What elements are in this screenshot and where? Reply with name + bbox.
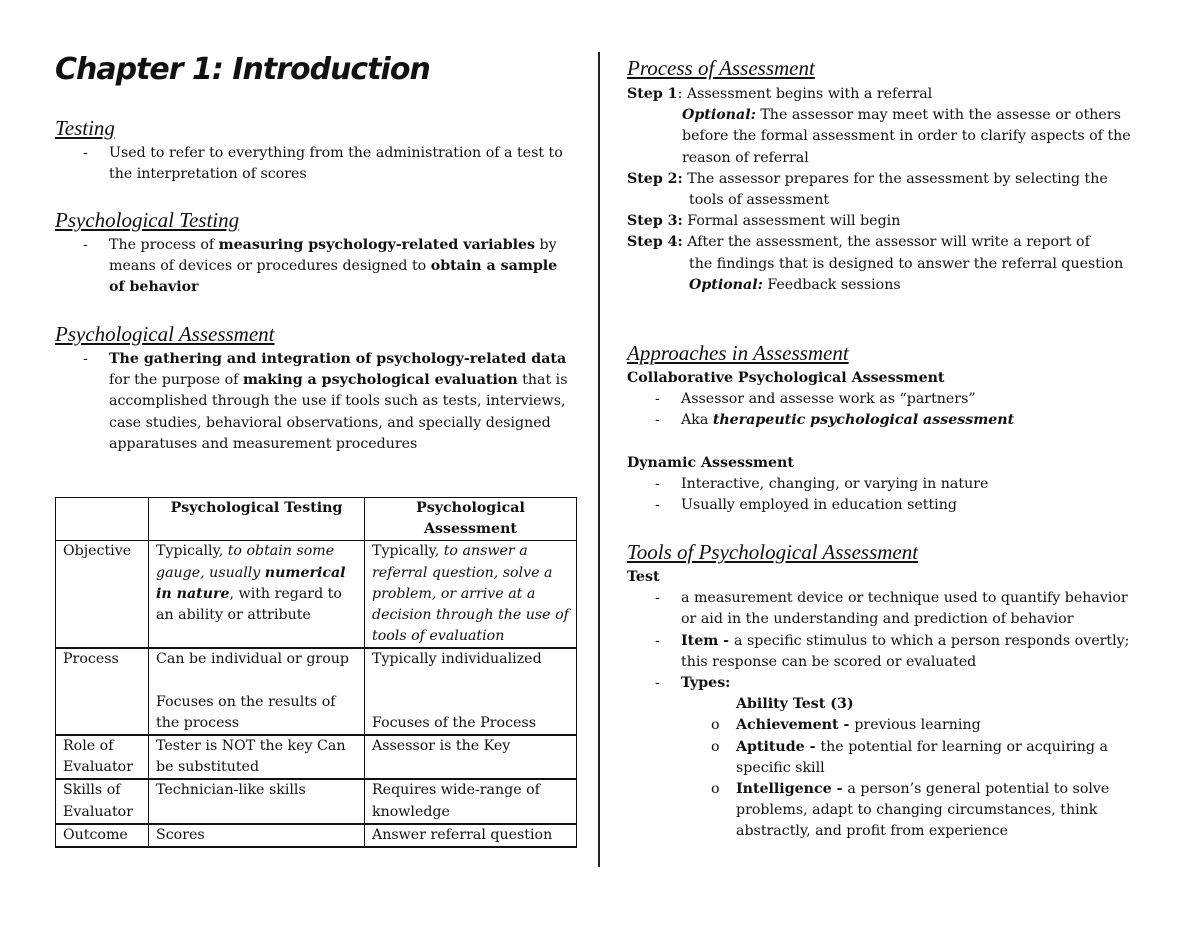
intelligence-item: o Intelligence - a person’s general potential to solve problems, adapt to changing circumstances, think abstractly, and profit from experience <box>711 781 1110 840</box>
table-header-empty <box>56 498 149 541</box>
dash-bullet: - <box>655 497 660 514</box>
process-steps: Step 1: Assessment begins with a referral Optional: The assessor may meet with the assesse or others before the formal assessment in order to clarify aspects of the reason of referral Step 2: The assessor prepares for the assessment by selecting the tools of assessment Step 3: Formal assessment will begin Step 4: After the assessment, the assessor will write a report of the findings that is designed to answer the referral question Optional: Feedback sessions <box>627 84 1167 296</box>
dash-bullet: - <box>83 145 88 161</box>
step-4: Step 4: After the assessment, the assessor will write a report of <box>627 234 1090 251</box>
table-row-skills: Skills of Evaluator Technician-like skills Requires wide-range of knowledge <box>56 779 577 823</box>
psych-testing-definition: - The process of measuring psychology-related variables by means of devices or procedures designed to obtain a sample of behavior <box>83 237 558 296</box>
table-row-process: Process Can be individual or group Focuses on the results of the process Typically individualized Focuses of the Process <box>56 648 577 735</box>
testing-definition: - Used to refer to everything from the administration of a test to the interpretation of scores <box>83 145 563 183</box>
dynamic-title: Dynamic Assessment <box>627 454 794 471</box>
dash-bullet: - <box>83 237 88 253</box>
table-header-row <box>56 498 577 541</box>
collab-title: Collaborative Psychological Assessment <box>627 370 945 386</box>
column-divider <box>598 52 600 867</box>
comparison-table <box>55 497 577 848</box>
tools-heading: Tools of Psychological Assessment <box>627 540 919 564</box>
step-3: Step 3: Formal assessment will begin <box>627 213 901 230</box>
dash-bullet: - <box>655 391 660 408</box>
table-header-assessment: Psychological Assessment <box>365 498 577 541</box>
table-header-testing: Psychological Testing <box>149 498 365 541</box>
step-2: Step 2: The assessor prepares for the assessment by selecting the <box>627 170 1108 187</box>
ability-test-label: Ability Test (3) <box>736 696 854 713</box>
approaches-list: Collaborative Psychological Assessment - Assessor and assesse work as “partners” - Aka therapeutic psychological assessment Dynamic Assessment - Interactive, changing, or varying in nature - Usually employed in education setting <box>627 368 1167 516</box>
psych-testing-heading: Psychological Testing <box>55 208 240 232</box>
testing-heading: Testing <box>55 116 115 140</box>
circle-bullet: o <box>711 738 720 755</box>
test-title: Test <box>627 569 660 585</box>
dash-bullet: - <box>83 351 88 367</box>
approaches-heading: Approaches in Assessment <box>627 341 849 365</box>
table-row-role: Role of Evaluator Tester is NOT the key Can be substituted Assessor is the Key <box>56 735 577 779</box>
psych-assessment-definition: - The gathering and integration of psychology-related data for the purpose of making a psychological evaluation that is accomplished through the use if tools such as tests, interviews, case studies, behavioral observations, and specially designed apparatuses and measurement procedures <box>83 351 568 452</box>
tools-list: Test - a measurement device or technique used to quantify behavior or aid in the understanding and prediction of behavior - Item - a specific stimulus to which a person responds overtly; this response can be scored or evaluated - Types: Ability Test (3) o Achievement - previous learning o Aptitude - the potential for learning or acquiring a specific skill o Intelligence - a person’s general potential to solve problems, adapt to changing circumstances, think abstractly, and profit from experience <box>627 567 1147 843</box>
dash-bullet: - <box>655 675 660 692</box>
chapter-title: Chapter 1: Introduction <box>55 52 430 87</box>
table-row-outcome: Outcome Scores Answer referral question <box>56 824 577 847</box>
achievement-item: o Achievement - previous learning <box>627 715 1147 736</box>
dash-bullet: - <box>655 632 660 649</box>
step-1: Step 1: Assessment begins with a referral <box>627 86 933 102</box>
step-4-optional: Optional: Feedback sessions <box>689 276 901 293</box>
circle-bullet: o <box>711 717 720 734</box>
dash-bullet: - <box>655 412 660 429</box>
psych-assessment-heading: Psychological Assessment <box>55 322 275 346</box>
dash-bullet: - <box>655 475 660 492</box>
aptitude-item: o Aptitude - the potential for learning or acquiring a specific skill <box>711 738 1108 776</box>
circle-bullet: o <box>711 781 720 798</box>
table-row-objective: Objective Typically, to obtain some gauge, usually numerical in nature, with regard to an ability or attribute Typically, to answer a referral question, solve a problem, or arrive at a decision through the use of tools of evaluation <box>56 541 577 649</box>
dash-bullet: - <box>655 590 660 607</box>
process-heading: Process of Assessment <box>627 56 815 80</box>
step-1-optional: Optional: The assessor may meet with the assesse or others before the formal assessment in order to clarify aspects of the reason of referral <box>682 107 1131 166</box>
